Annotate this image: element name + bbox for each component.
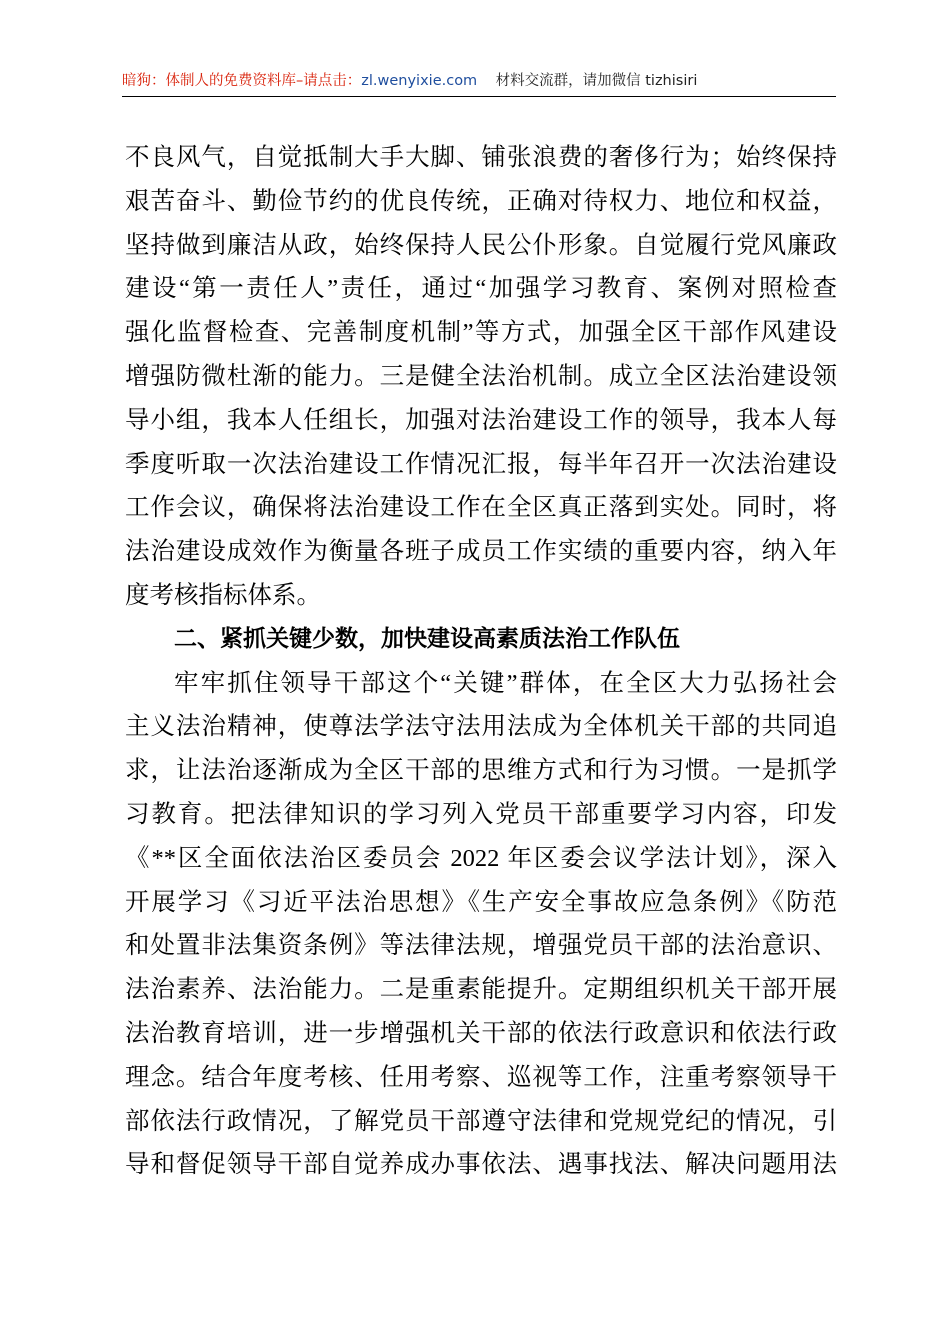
paragraph-line: 主义法治精神，使尊法学法守法用法成为全体机关干部的共同追 (125, 713, 837, 741)
paragraph-line: 法治建设成效作为衡量各班子成员工作实绩的重要内容，纳入年 (125, 538, 837, 566)
header-divider (122, 96, 836, 97)
paragraph-line: 强化监督检查、完善制度机制”等方式，加强全区干部作风建设 (125, 319, 837, 347)
header-separator: –请点击： (296, 73, 362, 89)
paragraph-line: 和处置非法集资条例》等法律法规，增强党员干部的法治意识、 (125, 932, 837, 960)
paragraph-line: 度考核指标体系。 (125, 581, 321, 609)
paragraph-line: 坚持做到廉洁从政，始终保持人民公仆形象。自觉履行党风廉政 (125, 231, 837, 259)
paragraph-line: 法治素养、法治能力。二是重素能提升。定期组织机关干部开展 (125, 976, 837, 1004)
header-contact: 材料交流群，请加微信 tizhisiri (495, 73, 698, 89)
paragraph-line: 艰苦奋斗、勤俭节约的优良传统，正确对待权力、地位和权益， (125, 187, 837, 215)
paragraph-line: 开展学习《习近平法治思想》《生产安全事故应急条例》《防范 (125, 888, 837, 916)
paragraph-line: 不良风气，自觉抵制大手大脚、铺张浪费的奢侈行为；始终保持 (125, 144, 837, 171)
page-header (122, 70, 836, 92)
section-heading: 二、紧抓关键少数，加快建设高素质法治工作队伍 (174, 625, 680, 652)
header-brand: 暗狗：体制人的免费资料库 (122, 73, 296, 89)
document-body (125, 136, 837, 1187)
paragraph-line: 导和督促领导干部自觉养成办事依法、遇事找法、解决问题用法 (125, 1151, 837, 1179)
paragraph-line: 部依法行政情况，了解党员干部遵守法律和党规党纪的情况，引 (125, 1107, 837, 1135)
paragraph-line: 导小组，我本人任组长，加强对法治建设工作的领导，我本人每 (125, 406, 837, 434)
paragraph-line: 《**区全面依法治区委员会 2022 年区委会议学法计划》，深入 (125, 844, 837, 872)
paragraph-line: 法治教育培训，进一步增强机关干部的依法行政意识和依法行政 (125, 1019, 837, 1047)
paragraph-line: 工作会议，确保将法治建设工作在全区真正落到实处。同时，将 (125, 494, 837, 522)
paragraph-line: 增强防微杜渐的能力。三是健全法治机制。成立全区法治建设领 (125, 362, 837, 390)
paragraph-line: 习教育。把法律知识的学习列入党员干部重要学习内容，印发 (125, 800, 837, 828)
paragraph-line: 求，让法治逐渐成为全区干部的思维方式和行为习惯。一是抓学 (125, 757, 837, 785)
paragraph-line: 建设“第一责任人”责任，通过“加强学习教育、案例对照检查 (125, 275, 837, 303)
header-url-link[interactable]: zl.wenyixie.com (361, 73, 478, 89)
paragraph-line: 理念。结合年度考核、任用考察、巡视等工作，注重考察领导干 (125, 1063, 837, 1091)
paragraph-line: 季度听取一次法治建设工作情况汇报，每半年召开一次法治建设 (125, 450, 837, 478)
paragraph-line: 牢牢抓住领导干部这个“关键”群体，在全区大力弘扬社会 (174, 669, 837, 697)
